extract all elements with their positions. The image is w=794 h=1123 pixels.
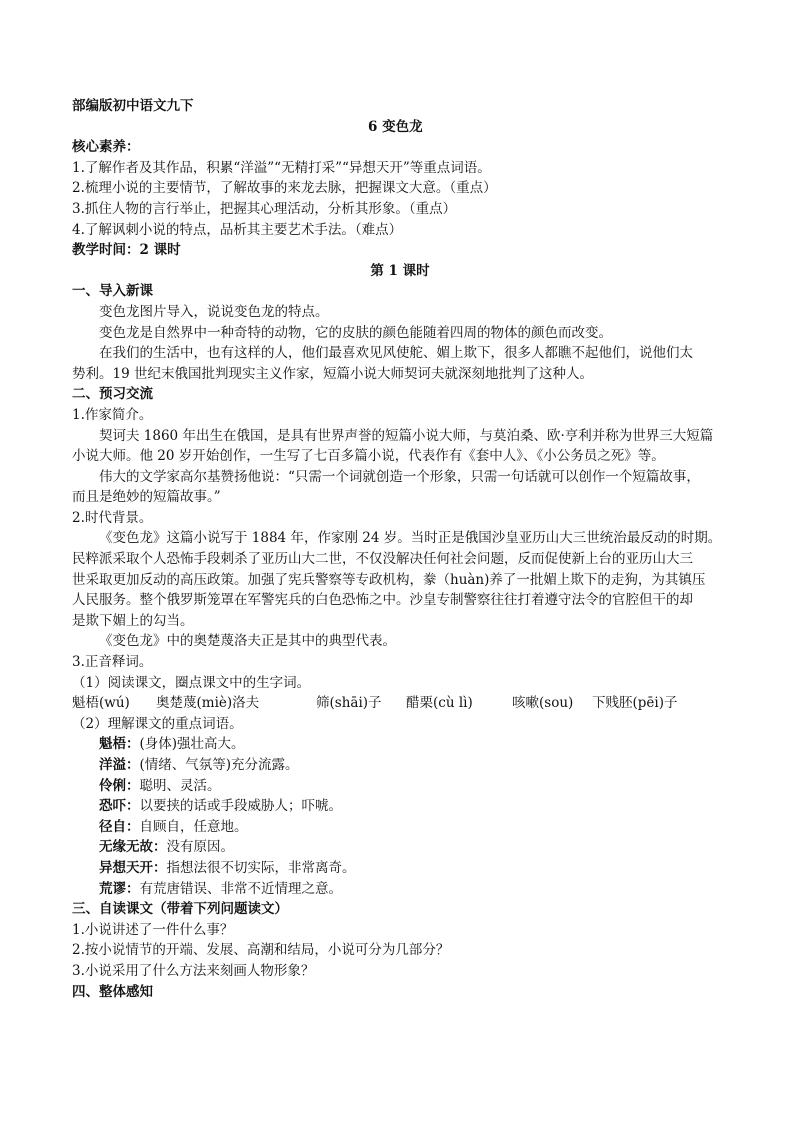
definition-item xyxy=(72,858,728,879)
core-literacy-item: 3.抓住人物的言行举止，把握其心理活动，分析其形象。（重点） xyxy=(72,200,457,217)
definition-term: 异想天开： xyxy=(99,859,167,876)
words-task-1: （1）阅读课文，圈点课文中的生字词。 xyxy=(72,674,311,691)
definition-item xyxy=(72,755,728,776)
background-paragraph-cont: 民粹派采取个人恐怖手段刺杀了亚历山大二世，不仅没解决任何社会问题，反而促使新上台的亚历山大三 xyxy=(72,551,693,568)
vocab-word: 下贱胚(pēi)子 xyxy=(592,695,678,712)
definition-text: 以要挟的话或手段威胁人；吓唬。 xyxy=(139,798,342,815)
author-paragraph-cont: 而且是绝妙的短篇故事。” xyxy=(72,489,221,506)
section-heading-preview: 二、预习交流 xyxy=(72,386,153,403)
definition-text: 聪明、灵活。 xyxy=(139,777,221,794)
background-paragraph-cont: 世采取更加反动的高压政策。加强了宪兵警察等专政机构，豢（huàn)养了一批媚上欺下的走狗，为其镇压 xyxy=(72,571,706,588)
series-title: 部编版初中语文九下 xyxy=(72,98,194,114)
definition-item xyxy=(72,796,728,817)
section-heading-overview: 四、整体感知 xyxy=(72,983,153,1000)
definition-item xyxy=(72,734,728,755)
definition-term: 无缘无故： xyxy=(99,839,167,856)
vocab-list xyxy=(72,693,728,714)
lesson-title: 6 变色龙 xyxy=(368,118,423,135)
document-page xyxy=(72,96,728,1002)
core-literacy-heading: 核心素养： xyxy=(72,139,140,156)
core-literacy-item: 4.了解讽刺小说的特点，品析其主要艺术手法。（难点） xyxy=(72,221,403,238)
background-paragraph-cont: 人民服务。整个俄罗斯笼罩在军警宪兵的白色恐怖之中。沙皇专制警察往往打着遵守法令的官腔但干的却 xyxy=(72,592,693,609)
period-title: 第 1 课时 xyxy=(370,262,430,279)
definition-term: 洋溢： xyxy=(99,757,140,773)
background-paragraph: 《变色龙》中的奥楚蔑洛夫正是其中的典型代表。 xyxy=(99,633,396,650)
intro-paragraph-cont: 势利。19 世纪末俄国批判现实主义作家，短篇小说大师契诃夫就深刻地批判了这种人。 xyxy=(72,365,593,382)
author-paragraph: 契诃夫 1860 年出生在俄国，是具有世界声誉的短篇小说大师，与莫泊桑、欧·亨利并称为世界三大短篇 xyxy=(99,427,714,444)
words-heading: 3.正音释词。 xyxy=(72,654,153,671)
intro-paragraph: 在我们的生活中，也有这样的人，他们最喜欢见风使舵、媚上欺下，很多人都瞧不起他们，说他们太 xyxy=(99,345,693,362)
author-heading: 1.作家简介。 xyxy=(72,406,153,423)
author-paragraph: 伟大的文学家高尔基赞扬他说：“只需一个词就创造一个形象，只需一句话就可以创作一个短篇故事， xyxy=(99,468,700,485)
intro-paragraph: 变色龙是自然界中一种奇特的动物，它的皮肤的颜色能随着四周的物体的颜色而改变。 xyxy=(99,324,612,341)
question-item: 3.小说采用了什么方法来刻画人物形象？ xyxy=(72,962,315,979)
intro-paragraph: 变色龙图片导入，说说变色龙的特点。 xyxy=(99,303,329,320)
background-paragraph: 《变色龙》这篇小说写于 1884 年，作家刚 24 岁。当时正是俄国沙皇亚历山大三世统治最反动的时期。 xyxy=(99,530,722,547)
definition-text: 自顾自，任意地。 xyxy=(139,818,248,835)
definition-term: 魁梧： xyxy=(99,736,140,753)
section-heading-self-reading: 三、自读课文（带着下列问题读文） xyxy=(72,901,288,918)
definition-text: 指想法很不切实际，非常离奇。 xyxy=(166,859,356,876)
vocab-word: 咳嗽(sou) xyxy=(512,695,574,712)
background-paragraph-cont: 是欺下媚上的勾当。 xyxy=(72,612,194,629)
background-heading: 2.时代背景。 xyxy=(72,509,153,526)
definition-term: 伶俐： xyxy=(99,777,140,794)
section-heading-intro: 一、导入新课 xyxy=(72,283,153,300)
definition-text: (情绪、气氛等)充分流露。 xyxy=(139,757,299,773)
vocab-word: 奥楚蔑(miè)洛夫 xyxy=(156,695,260,712)
definition-text: 有荒唐错误、非常不近情理之意。 xyxy=(139,880,342,897)
teaching-time: 教学时间：2 课时 xyxy=(72,242,181,259)
definition-term: 荒谬： xyxy=(99,880,140,897)
author-paragraph-cont: 小说大师。他 20 岁开始创作，一生写了七百多篇小说，代表作有《套中人》、《小公务员之死》等。 xyxy=(72,448,665,465)
definition-item xyxy=(72,776,728,797)
definition-item xyxy=(72,837,728,858)
core-literacy-item: 2.梳理小说的主要情节，了解故事的来龙去脉，把握课文大意。（重点） xyxy=(72,180,497,197)
definition-item xyxy=(72,817,728,838)
definition-term: 径自： xyxy=(99,818,140,835)
definition-term: 恐吓： xyxy=(99,798,140,815)
vocab-word: 筛(shāi)子 xyxy=(316,695,382,712)
definition-text: (身体)强壮高大。 xyxy=(139,736,245,753)
vocab-word: 魁梧(wú) xyxy=(72,695,130,712)
core-literacy-item: 1.了解作者及其作品，积累“洋溢”“无精打采”“异想天开”等重点词语。 xyxy=(72,159,491,176)
question-item: 1.小说讲述了一件什么事？ xyxy=(72,921,234,938)
words-task-2: （2）理解课文的重点词语。 xyxy=(72,715,243,732)
vocab-word: 醋栗(cù lì) xyxy=(406,695,473,712)
question-item: 2.按小说情节的开端、发展、高潮和结局，小说可分为几部分？ xyxy=(72,942,450,959)
definition-item xyxy=(72,879,728,900)
definition-text: 没有原因。 xyxy=(166,839,234,856)
